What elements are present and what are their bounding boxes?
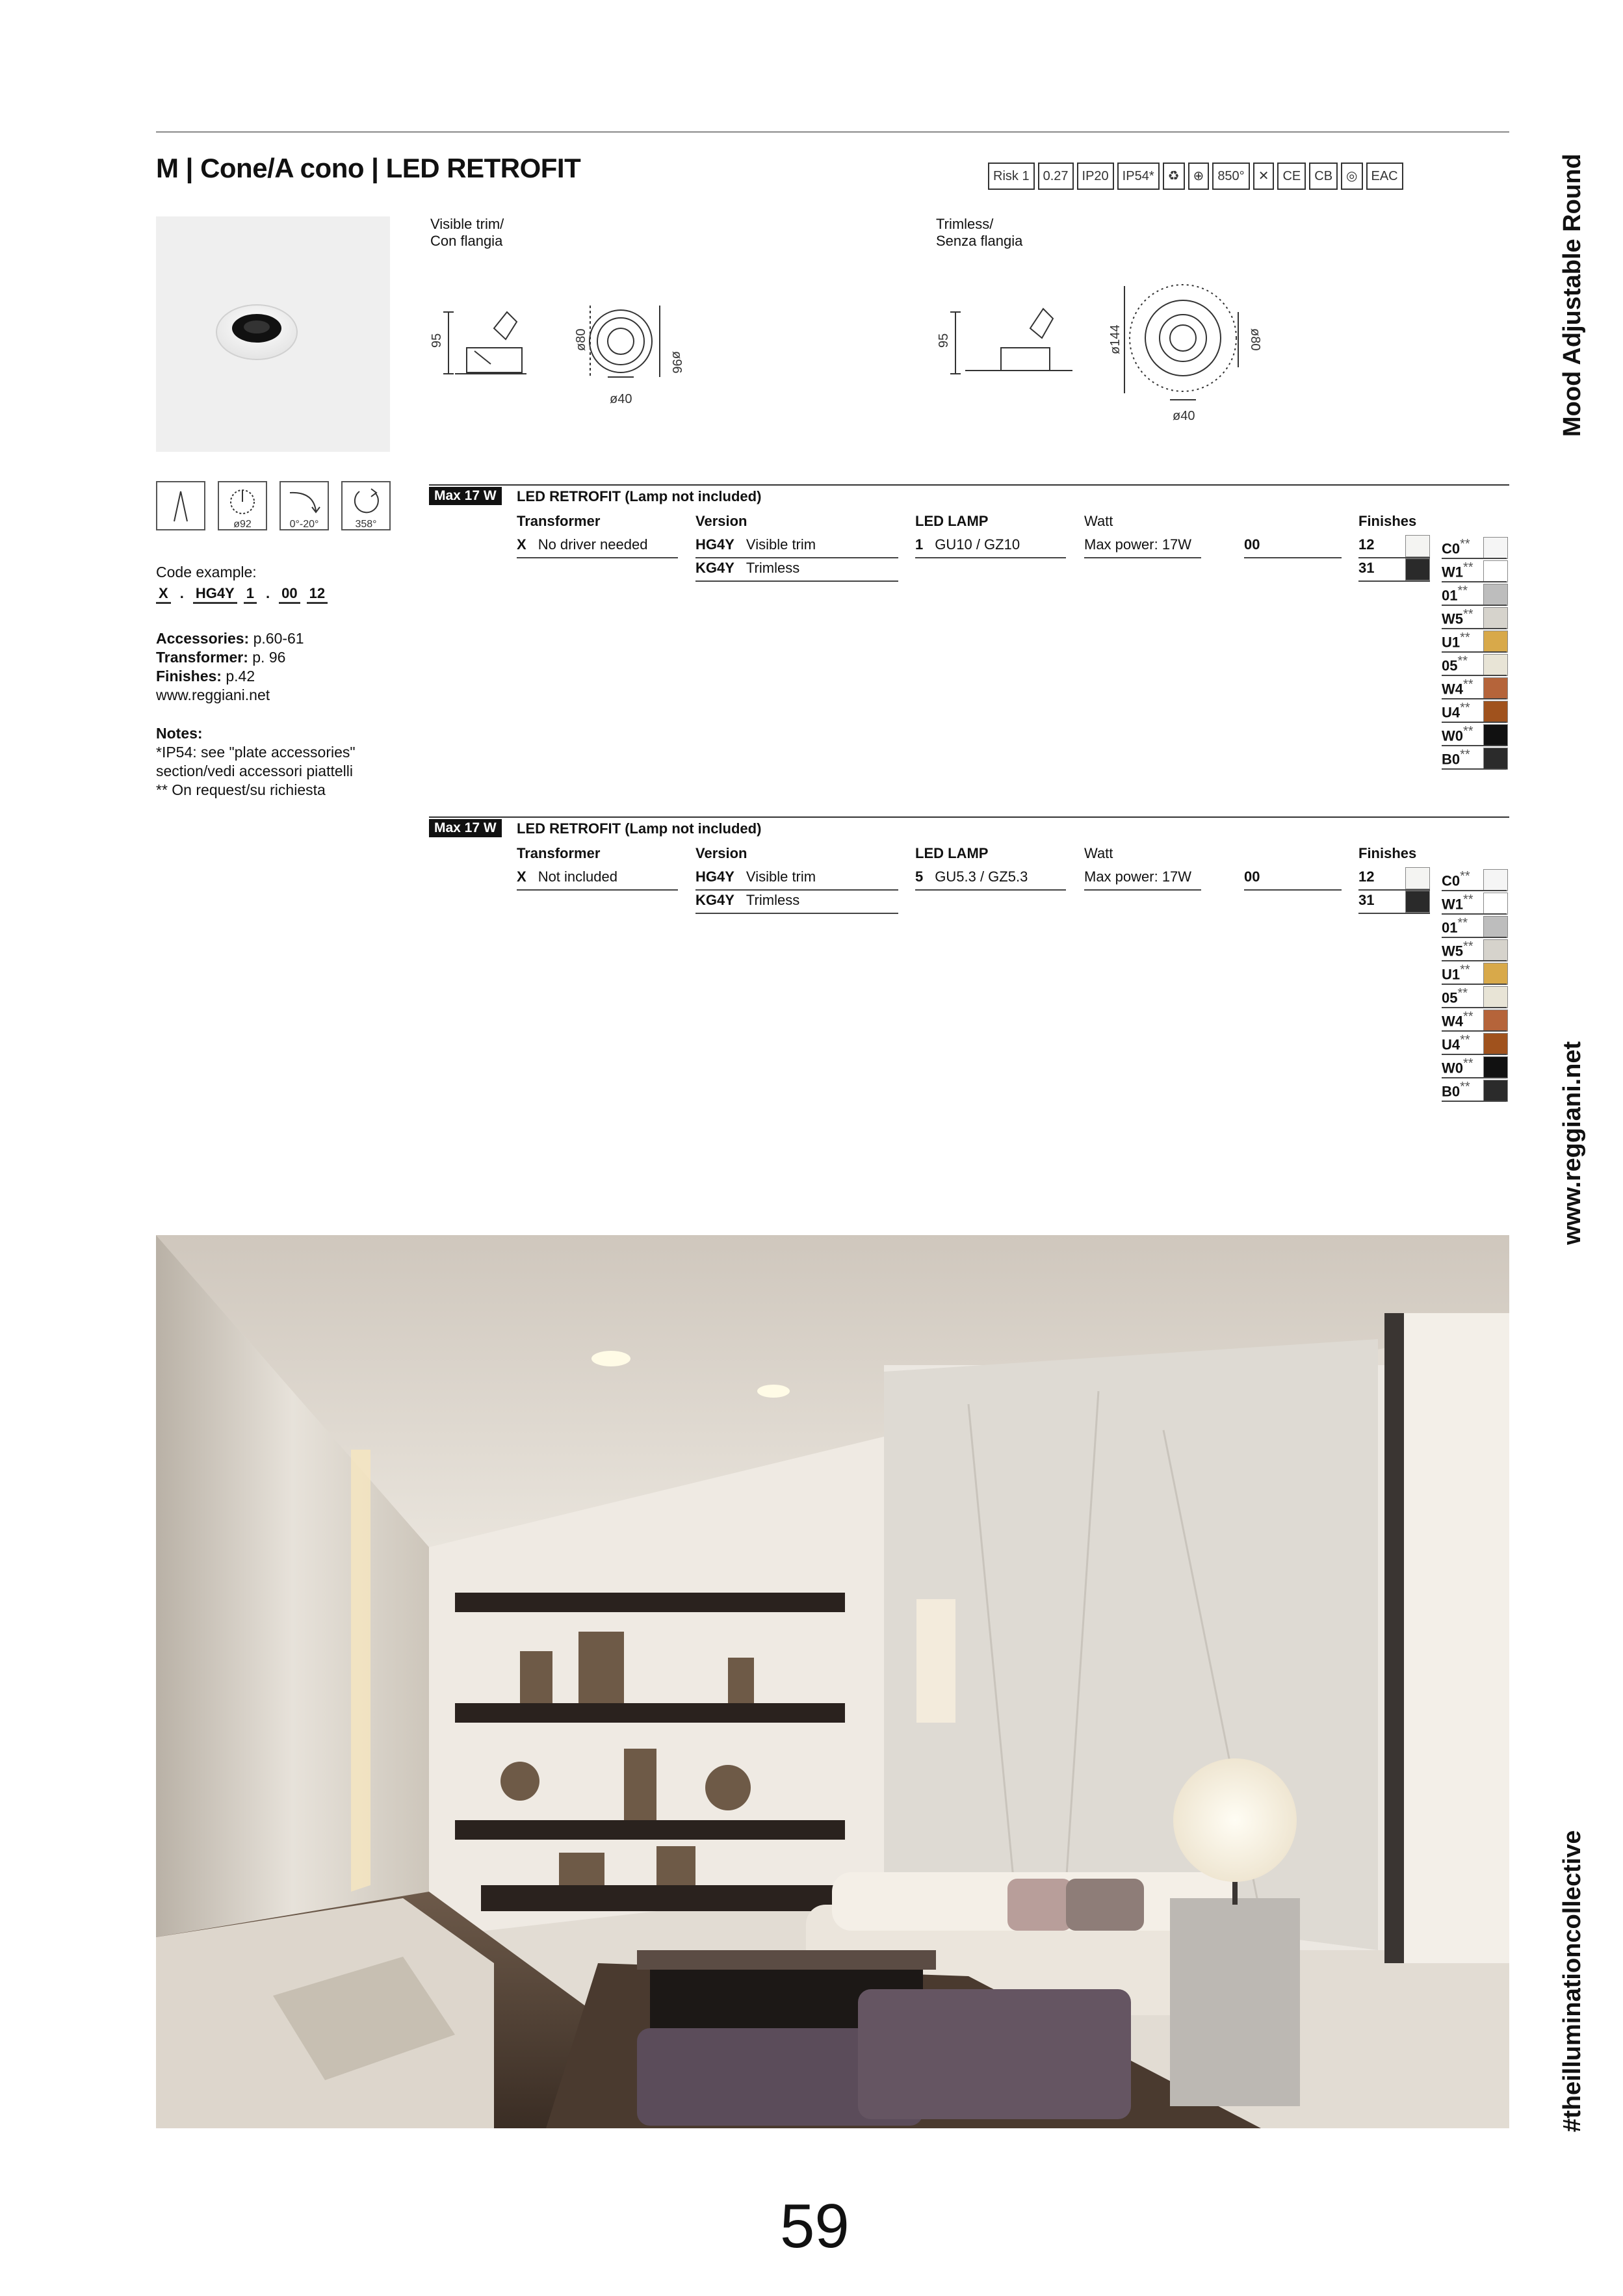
- watt-value: Max power: 17W: [1084, 536, 1192, 553]
- notes-line: section/vedi accessori piattelli: [156, 763, 353, 779]
- risk-badge: Risk 1: [988, 163, 1035, 190]
- website-side-label: www.reggiani.net: [1559, 1041, 1586, 1245]
- finish-row: [1442, 985, 1481, 1008]
- eac-mark: EAC: [1366, 163, 1403, 190]
- finishes-header: Finishes: [1358, 845, 1417, 861]
- finish-swatch: [1483, 869, 1508, 891]
- max-power-tag: Max 17 W: [429, 819, 502, 837]
- divider: [1442, 605, 1507, 606]
- version-option: KG4Y Trimless: [695, 560, 800, 576]
- references: [156, 629, 304, 705]
- divider: [1244, 557, 1342, 558]
- lamp-header: LED LAMP: [915, 513, 989, 529]
- trim-color-code: 12: [1358, 868, 1375, 885]
- finish-code: 01**: [1442, 916, 1468, 936]
- finish-row: [1442, 653, 1481, 675]
- finish-code: 05**: [1442, 986, 1468, 1006]
- rotation-icon: [341, 481, 391, 530]
- finish-swatch: [1483, 1080, 1508, 1102]
- divider: [1442, 651, 1507, 653]
- finish-row: [1442, 724, 1481, 746]
- watt-header: Watt: [1084, 845, 1113, 861]
- lamp-header: LED LAMP: [915, 845, 989, 861]
- finish-swatch: [1483, 654, 1508, 676]
- version-option: HG4Y Visible trim: [695, 868, 816, 885]
- code-part: .: [179, 585, 184, 601]
- notes-label: Notes:: [156, 725, 203, 742]
- table-top-rule: [429, 816, 1509, 818]
- code-example: [156, 585, 328, 604]
- watt-value: Max power: 17W: [1084, 868, 1192, 885]
- version-option: KG4Y Trimless: [695, 892, 800, 908]
- transformer-option: X Not included: [517, 868, 617, 885]
- product-photo: [156, 216, 390, 452]
- visible-d80-dim: ø80: [574, 328, 588, 351]
- insulation-icon: ⊕: [1188, 163, 1210, 190]
- code-part: X: [156, 585, 171, 604]
- divider: [1442, 675, 1507, 676]
- cc-mark: ◎: [1341, 163, 1362, 190]
- watt-code: 00: [1244, 868, 1260, 885]
- finish-code: W1**: [1442, 560, 1474, 581]
- finish-swatch: [1483, 677, 1508, 699]
- finish-row: [1442, 607, 1481, 629]
- finish-swatch: [1483, 986, 1508, 1008]
- spot-diameter-label: ø92: [233, 519, 252, 530]
- lamp-option: 1 GU10 / GZ10: [915, 536, 1020, 553]
- version-header: Version: [695, 513, 747, 529]
- code-part: 12: [307, 585, 328, 604]
- finish-swatch: [1483, 584, 1508, 606]
- recycle-icon: ♻: [1163, 163, 1185, 190]
- finish-code: 05**: [1442, 654, 1468, 674]
- finish-code: B0**: [1442, 748, 1470, 768]
- trim-swatch-white: [1405, 867, 1430, 889]
- table-title: LED RETROFIT (Lamp not included): [517, 488, 762, 504]
- finish-code: C0**: [1442, 537, 1470, 557]
- page-number: 59: [780, 2191, 850, 2261]
- max-power-tag: Max 17 W: [429, 487, 502, 505]
- finish-code: C0**: [1442, 869, 1470, 889]
- rotation-label: 358°: [355, 519, 377, 530]
- visible-trim-caption: Visible trim/ Con flangia: [430, 216, 504, 249]
- watt-header: Watt: [1084, 513, 1113, 529]
- divider: [1442, 1101, 1507, 1102]
- finish-row: [1442, 536, 1481, 558]
- divider: [1442, 745, 1507, 746]
- transformer-ref: Transformer: p. 96: [156, 649, 286, 666]
- watt-code: 00: [1244, 536, 1260, 553]
- finishes-ref: Finishes: p.42: [156, 668, 255, 685]
- ce-mark: CE: [1277, 163, 1306, 190]
- finish-swatch: [1483, 963, 1508, 985]
- notes: [156, 724, 356, 800]
- trim-swatch-black: [1405, 891, 1430, 913]
- finish-swatch: [1483, 537, 1508, 559]
- divider: [1442, 722, 1507, 723]
- finish-row: [1442, 1079, 1481, 1101]
- trimless-drawing: [936, 260, 1300, 429]
- trim-color-code: 31: [1358, 560, 1375, 576]
- finish-swatch: [1483, 916, 1508, 938]
- finish-row: [1442, 939, 1481, 961]
- finish-code: W4**: [1442, 1010, 1474, 1030]
- finish-row: [1442, 583, 1481, 605]
- table-top-rule: [429, 484, 1509, 486]
- website-link[interactable]: www.reggiani.net: [156, 686, 270, 703]
- notes-line: *IP54: see "plate accessories": [156, 744, 356, 761]
- divider: [1442, 628, 1507, 629]
- divider: [915, 557, 1066, 558]
- divider: [695, 913, 898, 914]
- divider: [1358, 581, 1430, 582]
- finish-swatch: [1483, 748, 1508, 770]
- visible-d40-dim: ø40: [610, 392, 632, 406]
- energy-badge: 0.27: [1038, 163, 1074, 190]
- finish-code: W1**: [1442, 893, 1474, 913]
- ordering-table-1: [429, 484, 1508, 777]
- finish-code: U4**: [1442, 701, 1470, 721]
- finishes-header: Finishes: [1358, 513, 1417, 529]
- divider: [517, 557, 678, 558]
- divider: [1442, 558, 1507, 559]
- notes-line: ** On request/su richiesta: [156, 781, 326, 798]
- interior-photo: [156, 1235, 1509, 2128]
- table-title: LED RETROFIT (Lamp not included): [517, 820, 762, 837]
- divider: [1442, 581, 1507, 582]
- divider: [1442, 913, 1507, 915]
- transformer-option: X No driver needed: [517, 536, 648, 553]
- finish-row: [1442, 1032, 1481, 1054]
- finish-code: W4**: [1442, 677, 1474, 698]
- tilt-icon: [279, 481, 329, 530]
- finish-code: U1**: [1442, 631, 1470, 651]
- beam-angle-icon: [156, 481, 205, 530]
- divider: [1442, 984, 1507, 985]
- version-option: HG4Y Visible trim: [695, 536, 816, 553]
- visible-height-dim: 95: [430, 333, 444, 348]
- code-part: .: [265, 585, 270, 601]
- visible-d96-dim: ø96: [669, 351, 684, 374]
- finish-code: W0**: [1442, 724, 1474, 744]
- hashtag-side-label: #theilluminationcollective: [1559, 1830, 1586, 2132]
- divider: [1442, 1077, 1507, 1078]
- spot-diameter-icon: [218, 481, 267, 530]
- finish-row: [1442, 868, 1481, 891]
- finish-row: [1442, 630, 1481, 652]
- trimless-d40-dim: ø40: [1173, 409, 1195, 423]
- product-family-label: Mood Adjustable Round: [1559, 153, 1586, 437]
- finish-row: [1442, 677, 1481, 699]
- divider: [1442, 768, 1507, 770]
- code-example-label: Code example:: [156, 564, 257, 581]
- finish-swatch: [1483, 1056, 1508, 1078]
- finish-swatch: [1483, 631, 1508, 653]
- divider: [695, 889, 898, 891]
- code-part: 00: [279, 585, 300, 604]
- trim-swatch-black: [1405, 558, 1430, 581]
- finish-code: U1**: [1442, 963, 1470, 983]
- finish-swatch: [1483, 939, 1508, 961]
- ordering-table-2: [429, 816, 1508, 1109]
- divider: [517, 889, 678, 891]
- finish-code: 01**: [1442, 584, 1468, 604]
- trim-color-code: 31: [1358, 892, 1375, 908]
- divider: [695, 557, 898, 558]
- divider: [695, 581, 898, 582]
- ip20-badge: IP20: [1077, 163, 1114, 190]
- finish-swatch: [1483, 1010, 1508, 1032]
- trim-swatch-white: [1405, 535, 1430, 557]
- finish-code: W0**: [1442, 1056, 1474, 1076]
- divider: [1442, 1054, 1507, 1055]
- finish-swatch: [1483, 607, 1508, 629]
- finish-code: U4**: [1442, 1033, 1470, 1053]
- top-rule: [156, 131, 1509, 133]
- finish-swatch: [1483, 701, 1508, 723]
- trimless-d80-dim: ø80: [1248, 328, 1262, 351]
- finish-code: W5**: [1442, 607, 1474, 627]
- code-part: 1: [244, 585, 257, 604]
- divider: [1442, 1007, 1507, 1008]
- trim-color-code: 12: [1358, 536, 1375, 553]
- transformer-header: Transformer: [517, 513, 601, 529]
- transformer-header: Transformer: [517, 845, 601, 861]
- finish-row: [1442, 892, 1481, 914]
- accessories-ref: Accessories: p.60-61: [156, 630, 304, 647]
- divider: [915, 889, 1066, 891]
- trimless-caption: Trimless/ Senza flangia: [936, 216, 1023, 249]
- code-part: HG4Y: [193, 585, 237, 604]
- divider: [1442, 960, 1507, 961]
- finish-row: [1442, 747, 1481, 769]
- finish-row: [1442, 1009, 1481, 1031]
- divider: [1442, 937, 1507, 938]
- finish-row: [1442, 915, 1481, 937]
- page-title: M | Cone/A cono | LED RETROFIT: [156, 153, 581, 183]
- cb-mark: CB: [1309, 163, 1338, 190]
- finish-row: [1442, 962, 1481, 984]
- finish-row: [1442, 560, 1481, 582]
- finish-swatch: [1483, 1033, 1508, 1055]
- visible-trim-drawing: [429, 260, 728, 416]
- version-header: Version: [695, 845, 747, 861]
- divider: [1084, 889, 1201, 891]
- tilt-label: 0°-20°: [289, 519, 319, 530]
- finish-code: B0**: [1442, 1080, 1470, 1100]
- finish-code: W5**: [1442, 939, 1474, 959]
- finish-swatch: [1483, 724, 1508, 746]
- divider: [1358, 913, 1430, 914]
- finish-swatch: [1483, 560, 1508, 582]
- divider: [1442, 698, 1507, 699]
- lamp-option: 5 GU5.3 / GZ5.3: [915, 868, 1028, 885]
- finish-swatch: [1483, 893, 1508, 915]
- ip54-badge: IP54*: [1117, 163, 1160, 190]
- divider: [1084, 557, 1201, 558]
- finish-row: [1442, 700, 1481, 722]
- glow-wire-badge: 850°: [1212, 163, 1249, 190]
- no-cover-icon: ✕: [1253, 163, 1275, 190]
- trimless-d144-dim: ø144: [1108, 324, 1123, 354]
- finish-row: [1442, 1056, 1481, 1078]
- certification-strip: [988, 163, 1403, 190]
- divider: [1442, 890, 1507, 891]
- divider: [1244, 889, 1342, 891]
- divider: [1442, 1030, 1507, 1032]
- trimless-height-dim: 95: [937, 333, 951, 348]
